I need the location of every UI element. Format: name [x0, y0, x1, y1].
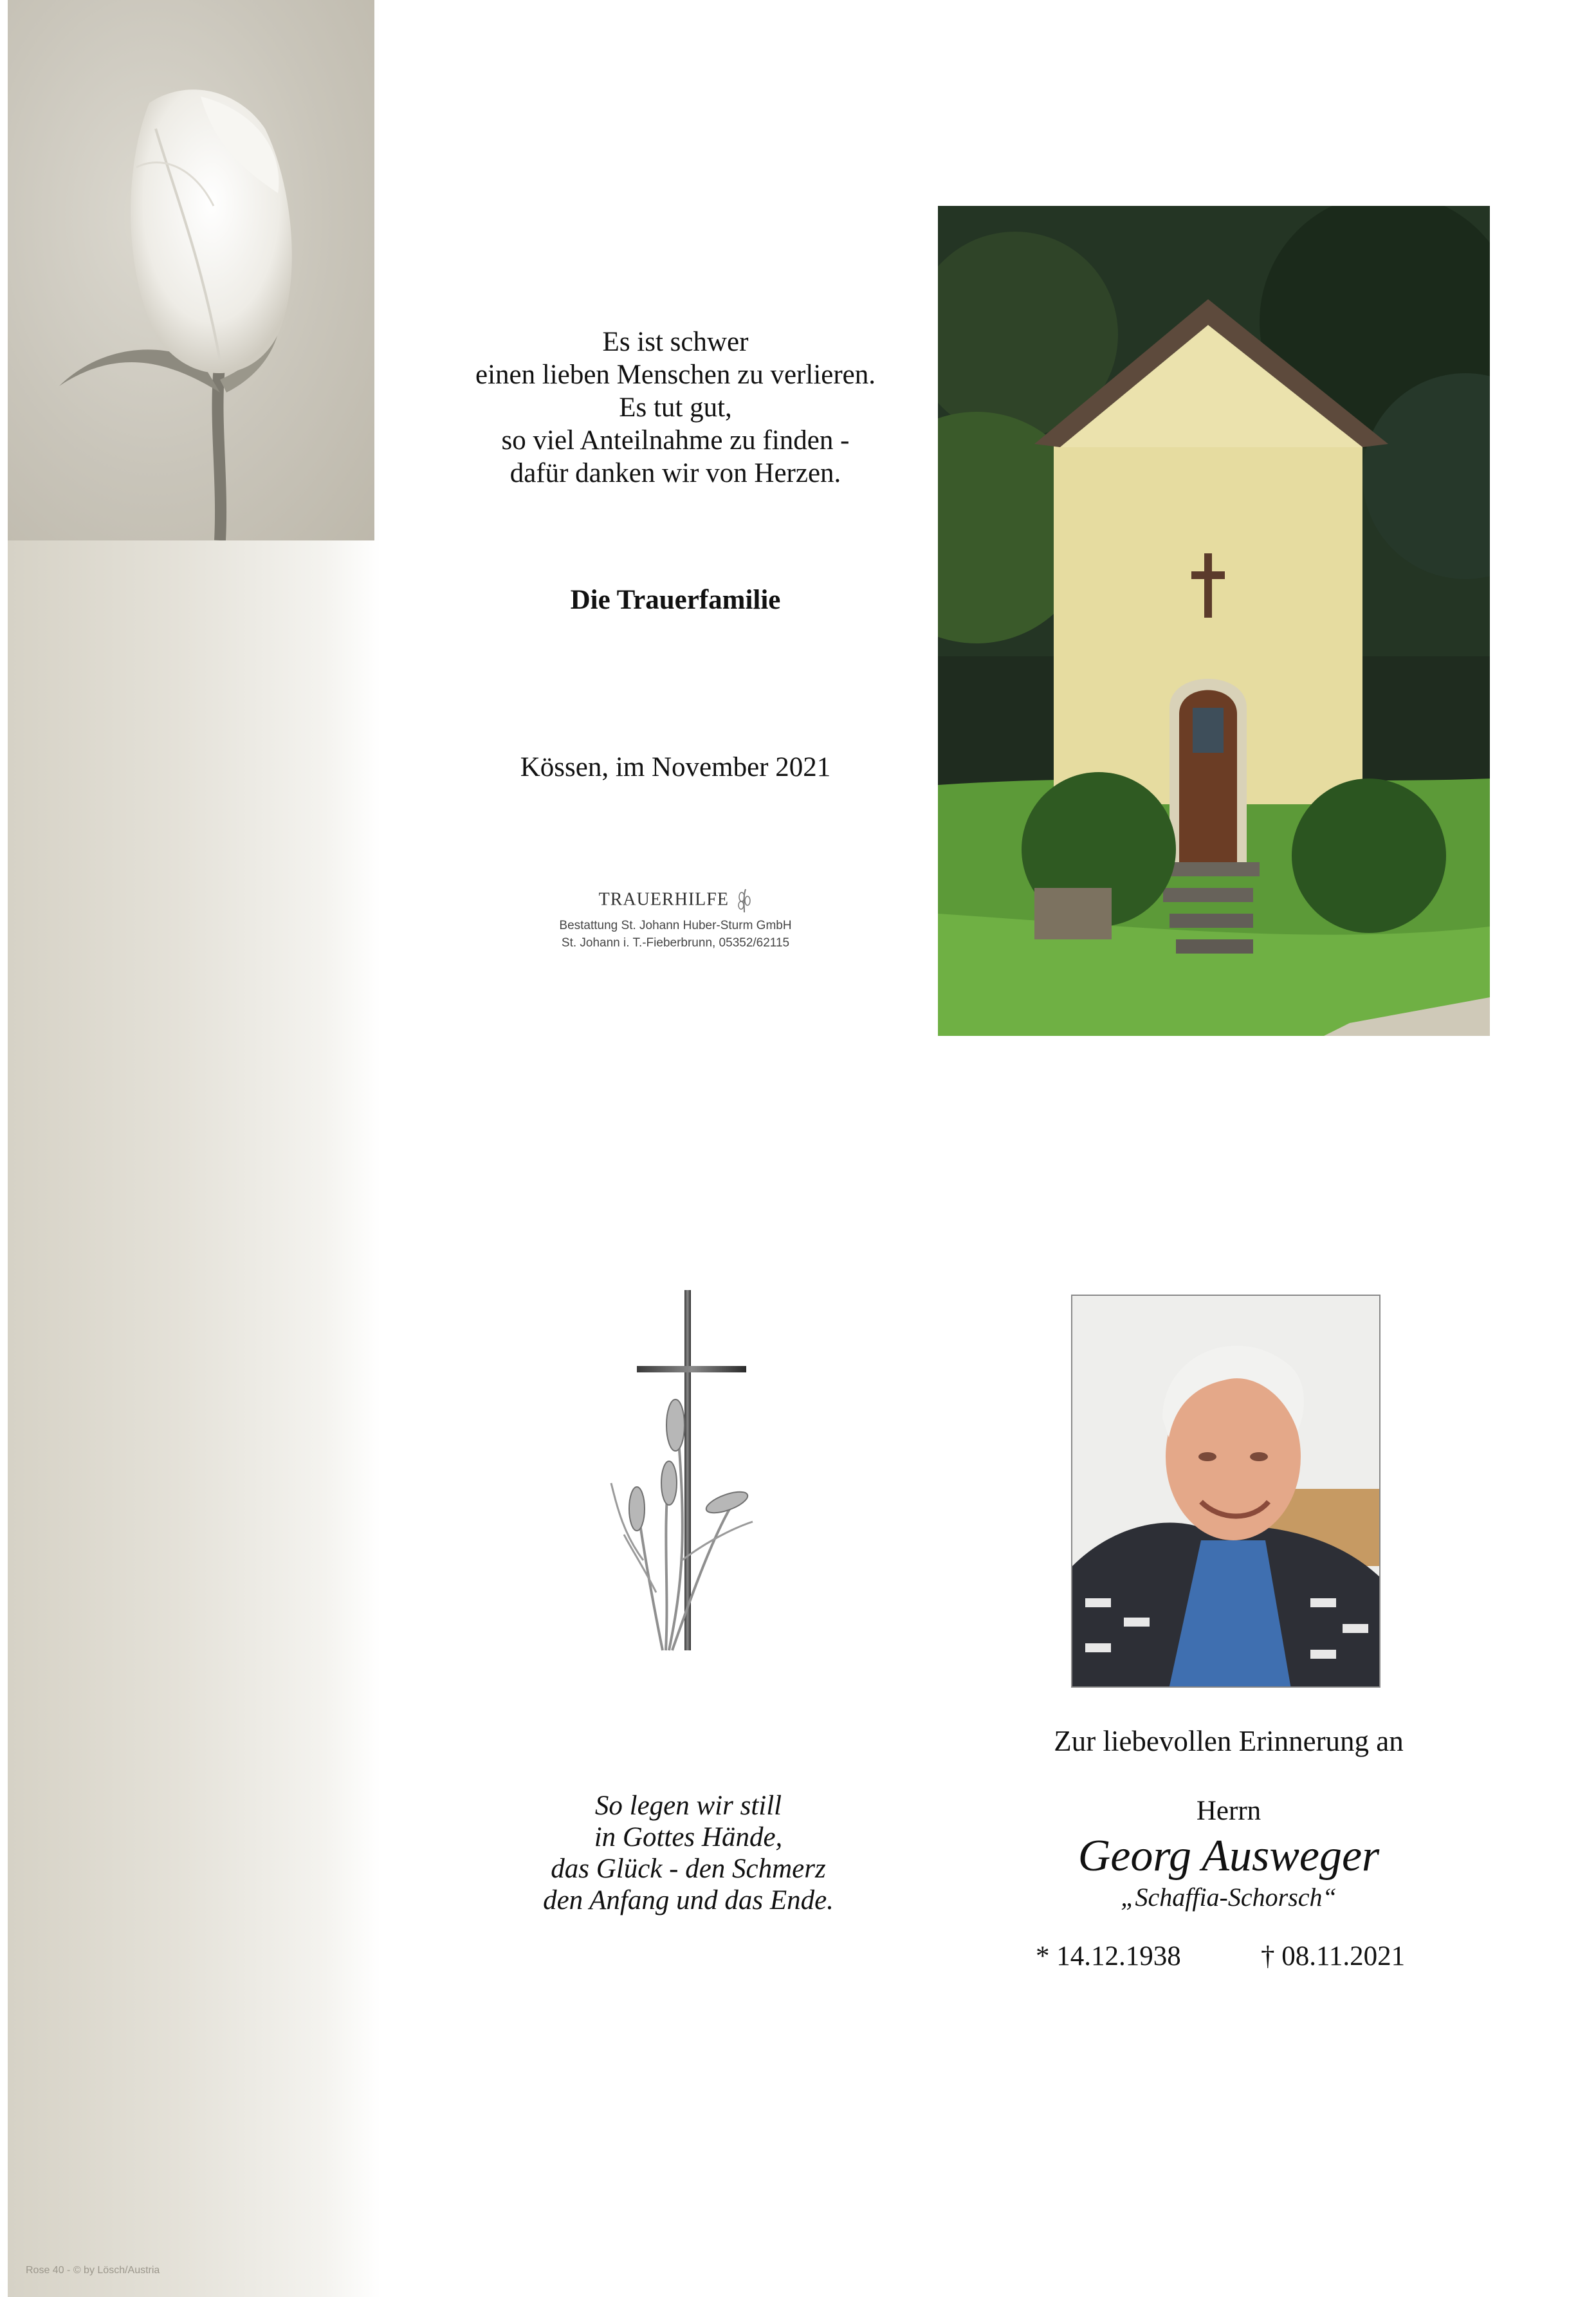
death-date: † 08.11.2021: [1261, 1941, 1406, 1971]
poem-line: So legen wir still: [594, 1791, 782, 1821]
leaf-sprig-icon: [737, 888, 752, 917]
poem-line: das Glück - den Schmerz: [551, 1854, 826, 1884]
memorial-intro: Zur liebevollen Erinnerung an: [1054, 1725, 1404, 1757]
poem: [495, 1790, 881, 1916]
thanks-text: [444, 326, 907, 490]
cross-with-wheat-icon: [605, 1290, 759, 1666]
thanks-line: so viel Anteilnahme zu finden -: [501, 425, 850, 456]
undertaker-contact: St. Johann i. T.-Fieberbrunn, 05352/62115: [561, 936, 790, 950]
poem-line: den Anfang und das Ende.: [543, 1885, 834, 1915]
deceased-nickname: „Schaffia-Schorsch“: [1121, 1883, 1337, 1912]
white-rose-image: [8, 0, 374, 540]
undertaker-company: Bestattung St. Johann Huber-Sturm GmbH: [559, 919, 792, 932]
poem-line: in Gottes Hände,: [594, 1822, 783, 1852]
undertaker-title: TRAUERHILFE: [598, 889, 729, 910]
undertaker-logo: [540, 888, 811, 952]
thanks-line: Es tut gut,: [619, 392, 732, 423]
place-date: Kössen, im November 2021: [520, 752, 831, 782]
family-signature: Die Trauerfamilie: [570, 585, 781, 615]
thanks-line: Es ist schwer: [602, 327, 749, 357]
thanks-line: dafür danken wir von Herzen.: [509, 458, 841, 488]
portrait-photo: [1071, 1295, 1380, 1688]
salutation: Herrn: [1196, 1796, 1261, 1826]
birth-date: * 14.12.1938: [1036, 1941, 1181, 1971]
image-credit: Rose 40 - © by Lösch/Austria: [26, 2265, 160, 2276]
chapel-photo: [938, 206, 1490, 1036]
deceased-name: Georg Ausweger: [1078, 1831, 1380, 1881]
thanks-line: einen lieben Menschen zu verlieren.: [475, 360, 876, 390]
